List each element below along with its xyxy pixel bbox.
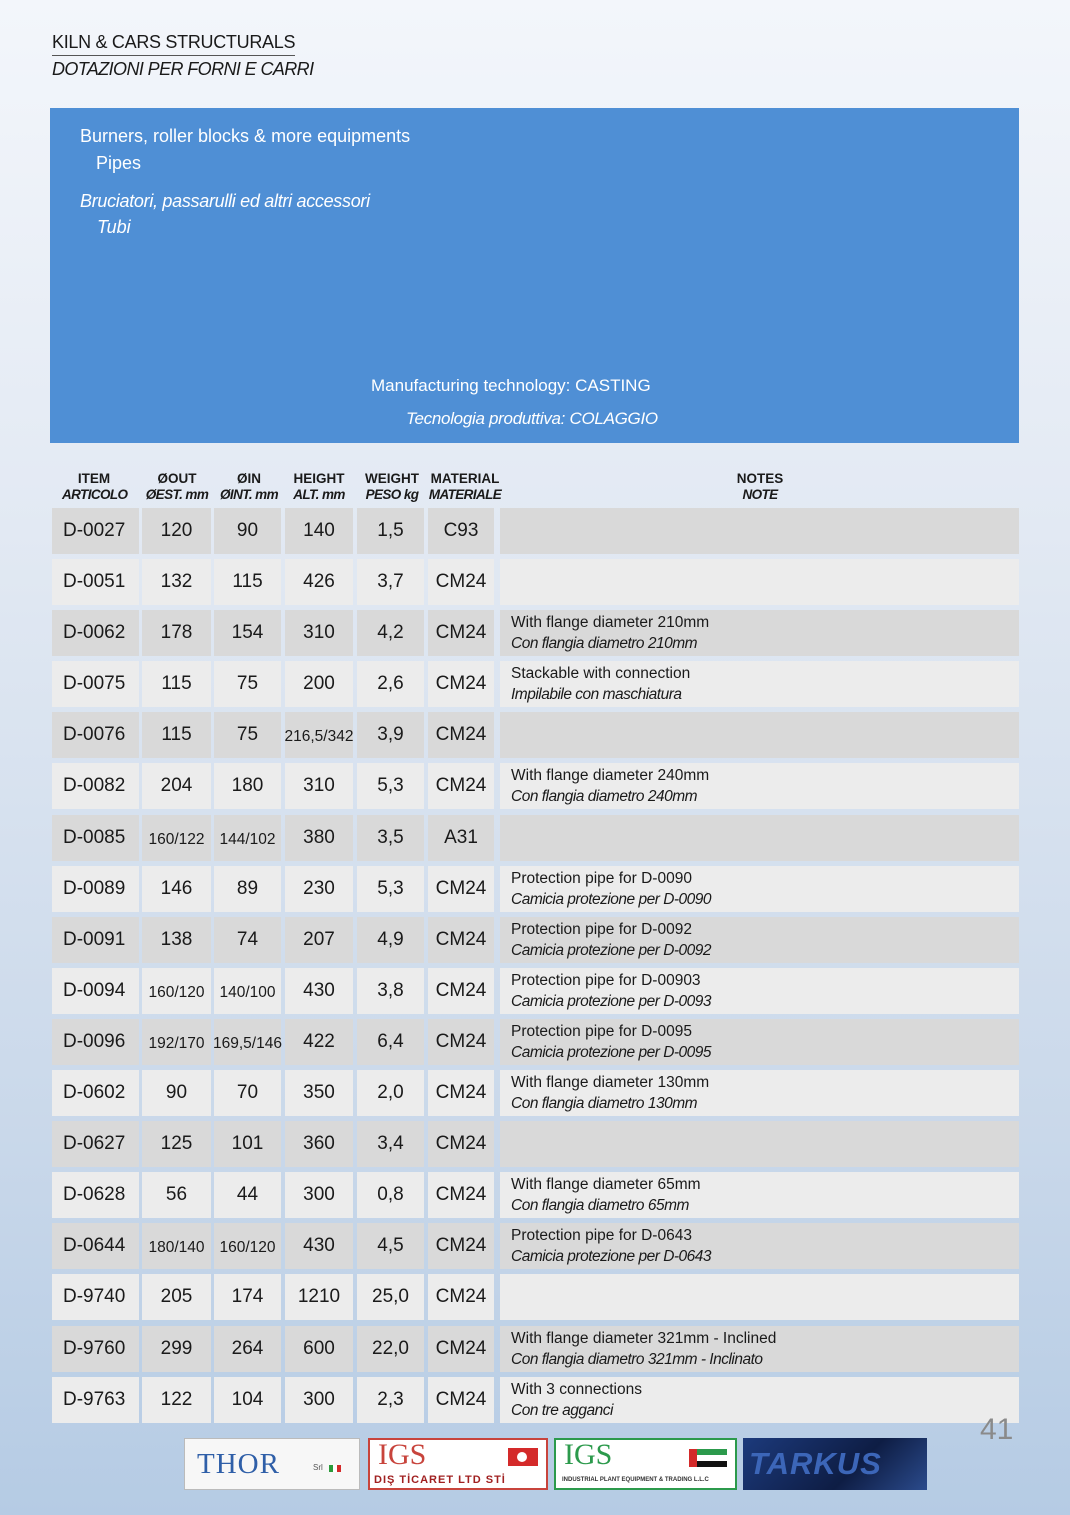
cell-in: 115: [214, 559, 281, 605]
page-header: [52, 32, 313, 80]
cell-material: CM24: [428, 968, 494, 1014]
cell-notes: [500, 1121, 1019, 1167]
col-notes-it: NOTE: [742, 487, 778, 502]
cell-height: 300: [285, 1377, 353, 1423]
cell-in: 174: [214, 1274, 281, 1320]
cell-in: 160/120: [214, 1223, 281, 1269]
cell-material: CM24: [428, 1019, 494, 1065]
note-en: Protection pipe for D-0090: [511, 869, 692, 887]
cell-weight: 5,3: [357, 763, 424, 809]
cell-notes: [500, 1223, 1019, 1269]
table-row: [52, 508, 1019, 554]
partner-logos: [0, 1438, 1070, 1492]
page-number: 41: [980, 1413, 1014, 1446]
cell-out: 115: [142, 712, 211, 758]
cell-item: D-0602: [52, 1070, 139, 1116]
col-material-it: MATERIALE: [428, 487, 502, 502]
cell-height: 360: [285, 1121, 353, 1167]
cell-material: A31: [428, 815, 494, 861]
note-en: Stackable with connection: [511, 665, 691, 683]
uae-flag-icon: [689, 1449, 727, 1467]
cell-item: D-0096: [52, 1019, 139, 1065]
cell-material: CM24: [428, 712, 494, 758]
cell-out: 115: [142, 661, 211, 707]
cell-item: D-0085: [52, 815, 139, 861]
note-en: Protection pipe for D-0092: [511, 920, 692, 938]
cell-height: 200: [285, 661, 353, 707]
igs-uae-logo-sub: INDUSTRIAL PLANT EQUIPMENT & TRADING L.L.C: [562, 1477, 709, 1483]
category-banner: [50, 108, 1019, 443]
cell-item: D-0094: [52, 968, 139, 1014]
table-row: [52, 1326, 1019, 1372]
cell-notes: [500, 968, 1019, 1014]
banner-sub-en: Pipes: [96, 153, 142, 173]
cell-notes: [500, 815, 1019, 861]
note-it: Camicia protezione per D-0643: [511, 1248, 712, 1266]
cell-in: 264: [214, 1326, 281, 1372]
cell-notes: [500, 917, 1019, 963]
cell-weight: 3,4: [357, 1121, 424, 1167]
cell-material: CM24: [428, 1274, 494, 1320]
cell-height: 140: [285, 508, 353, 554]
cell-item: D-0089: [52, 866, 139, 912]
cell-out: 122: [142, 1377, 211, 1423]
cell-weight: 2,6: [357, 661, 424, 707]
cell-out: 138: [142, 917, 211, 963]
cell-notes: [500, 1274, 1019, 1320]
cell-item: D-0627: [52, 1121, 139, 1167]
cell-item: D-0062: [52, 610, 139, 656]
turkey-flag-icon: [508, 1448, 538, 1466]
cell-notes: [500, 1019, 1019, 1065]
cell-out: 56: [142, 1172, 211, 1218]
note-en: With 3 connections: [511, 1380, 642, 1398]
igs-uae-logo-text: IGS: [564, 1438, 613, 1471]
table-row: [52, 815, 1019, 861]
note-en: Protection pipe for D-0095: [511, 1022, 692, 1040]
cell-weight: 25,0: [357, 1274, 424, 1320]
cell-height: 426: [285, 559, 353, 605]
igs-uae-logo: [554, 1438, 737, 1490]
cell-weight: 4,5: [357, 1223, 424, 1269]
table-row: [52, 1070, 1019, 1116]
note-en: Protection pipe for D-0643: [511, 1227, 692, 1245]
note-en: With flange diameter 210mm: [511, 614, 710, 632]
cell-notes: [500, 712, 1019, 758]
cell-height: 422: [285, 1019, 353, 1065]
cell-in: 180: [214, 763, 281, 809]
cell-in: 44: [214, 1172, 281, 1218]
col-material-en: MATERIAL: [430, 471, 500, 486]
igs-turkey-logo-text: IGS: [378, 1438, 427, 1471]
header-title-it: DOTAZIONI PER FORNI E CARRI: [52, 59, 314, 79]
cell-notes: [500, 1326, 1019, 1372]
col-notes-en: NOTES: [736, 471, 784, 486]
cell-out: 178: [142, 610, 211, 656]
col-notes: [720, 471, 800, 503]
italy-flag-icon: [329, 1465, 341, 1472]
cell-weight: 4,9: [357, 917, 424, 963]
cell-material: CM24: [428, 1070, 494, 1116]
cell-weight: 4,2: [357, 610, 424, 656]
cell-weight: 2,0: [357, 1070, 424, 1116]
cell-notes: [500, 1070, 1019, 1116]
cell-height: 380: [285, 815, 353, 861]
table-row: [52, 610, 1019, 656]
cell-out: 125: [142, 1121, 211, 1167]
cell-item: D-0051: [52, 559, 139, 605]
cell-material: CM24: [428, 1326, 494, 1372]
table-row: [52, 1019, 1019, 1065]
cell-weight: 3,5: [357, 815, 424, 861]
cell-material: C93: [428, 508, 494, 554]
cell-height: 207: [285, 917, 353, 963]
cell-weight: 3,9: [357, 712, 424, 758]
cell-item: D-0644: [52, 1223, 139, 1269]
cell-in: 74: [214, 917, 281, 963]
table-row: [52, 661, 1019, 707]
cell-notes: [500, 508, 1019, 554]
cell-material: CM24: [428, 559, 494, 605]
col-height: [287, 471, 351, 503]
igs-turkey-logo-sub: DIŞ TİCARET LTD STİ: [374, 1474, 506, 1486]
cell-item: D-0027: [52, 508, 139, 554]
thor-logo-suffix: Srl: [313, 1463, 323, 1472]
cell-weight: 6,4: [357, 1019, 424, 1065]
note-en: With flange diameter 130mm: [511, 1074, 710, 1092]
cell-item: D-9740: [52, 1274, 139, 1320]
note-it: Impilabile con maschiatura: [511, 686, 682, 704]
note-en: With flange diameter 65mm: [511, 1176, 701, 1194]
banner-category-en: Burners, roller blocks & more equipments: [80, 126, 411, 146]
cell-height: 216,5/342: [285, 712, 353, 758]
table-row: [52, 712, 1019, 758]
cell-material: CM24: [428, 1223, 494, 1269]
tarkus-logo-text: TARKUS: [749, 1446, 882, 1481]
cell-height: 1210: [285, 1274, 353, 1320]
note-it: Con flangia diametro 321mm - Inclinato: [511, 1350, 763, 1368]
banner-technology-it: Tecnologia produttiva: COLAGGIO: [406, 409, 658, 428]
cell-out: 205: [142, 1274, 211, 1320]
cell-out: 90: [142, 1070, 211, 1116]
col-in-it: ØINT. mm: [220, 487, 278, 502]
cell-in: 90: [214, 508, 281, 554]
col-height-en: HEIGHT: [293, 471, 345, 486]
col-height-it: ALT. mm: [293, 487, 345, 502]
note-en: With flange diameter 240mm: [511, 767, 710, 785]
col-item-en: ITEM: [77, 471, 111, 486]
cell-out: 160/120: [142, 968, 211, 1014]
cell-item: D-0628: [52, 1172, 139, 1218]
table-row: [52, 1274, 1019, 1320]
cell-out: 132: [142, 559, 211, 605]
col-material: [427, 471, 503, 503]
cell-height: 430: [285, 968, 353, 1014]
table-row: [52, 1377, 1019, 1423]
note-it: Con tre agganci: [511, 1401, 613, 1419]
note-en: With flange diameter 321mm - Inclined: [511, 1329, 777, 1347]
cell-notes: [500, 763, 1019, 809]
cell-notes: [500, 866, 1019, 912]
cell-height: 230: [285, 866, 353, 912]
cell-item: D-9763: [52, 1377, 139, 1423]
cell-weight: 5,3: [357, 866, 424, 912]
cell-in: 75: [214, 661, 281, 707]
note-it: Camicia protezione per D-0090: [511, 890, 712, 908]
tarkus-logo: [743, 1438, 927, 1490]
table-row: [52, 866, 1019, 912]
cell-notes: [500, 559, 1019, 605]
table-row: [52, 1172, 1019, 1218]
cell-in: 70: [214, 1070, 281, 1116]
cell-material: CM24: [428, 610, 494, 656]
table-row: [52, 559, 1019, 605]
cell-material: CM24: [428, 1377, 494, 1423]
cell-material: CM24: [428, 763, 494, 809]
cell-notes: [500, 610, 1019, 656]
cell-weight: 22,0: [357, 1326, 424, 1372]
table-row: [52, 968, 1019, 1014]
cell-out: 192/170: [142, 1019, 211, 1065]
cell-weight: 0,8: [357, 1172, 424, 1218]
cell-weight: 3,8: [357, 968, 424, 1014]
cell-material: CM24: [428, 917, 494, 963]
cell-height: 300: [285, 1172, 353, 1218]
cell-notes: [500, 1377, 1019, 1423]
col-item: [62, 471, 126, 503]
cell-height: 430: [285, 1223, 353, 1269]
note-en: Protection pipe for D-00903: [511, 971, 701, 989]
note-it: Con flangia diametro 210mm: [511, 635, 698, 653]
banner-technology-en: Manufacturing technology: CASTING: [371, 376, 651, 395]
cell-height: 310: [285, 763, 353, 809]
cell-notes: [500, 1172, 1019, 1218]
cell-material: CM24: [428, 1121, 494, 1167]
col-item-it: ARTICOLO: [62, 487, 128, 502]
cell-weight: 1,5: [357, 508, 424, 554]
cell-out: 146: [142, 866, 211, 912]
note-it: Con flangia diametro 65mm: [511, 1197, 689, 1215]
cell-item: D-0076: [52, 712, 139, 758]
cell-out: 160/122: [142, 815, 211, 861]
cell-item: D-0075: [52, 661, 139, 707]
cell-height: 310: [285, 610, 353, 656]
cell-material: CM24: [428, 1172, 494, 1218]
cell-out: 299: [142, 1326, 211, 1372]
product-table: [52, 508, 1019, 1428]
cell-item: D-0082: [52, 763, 139, 809]
note-it: Camicia protezione per D-0093: [511, 992, 712, 1010]
cell-material: CM24: [428, 866, 494, 912]
cell-item: D-9760: [52, 1326, 139, 1372]
cell-in: 89: [214, 866, 281, 912]
note-it: Camicia protezione per D-0092: [511, 941, 712, 959]
cell-in: 140/100: [214, 968, 281, 1014]
thor-logo-text: THOR: [197, 1448, 280, 1480]
banner-sub-it: Tubi: [97, 217, 131, 237]
cell-in: 144/102: [214, 815, 281, 861]
col-out: [142, 471, 212, 503]
col-in-en: ØIN: [236, 471, 261, 486]
cell-out: 180/140: [142, 1223, 211, 1269]
cell-in: 75: [214, 712, 281, 758]
note-it: Con flangia diametro 130mm: [511, 1095, 698, 1113]
cell-weight: 2,3: [357, 1377, 424, 1423]
note-it: Con flangia diametro 240mm: [511, 788, 698, 806]
col-out-it: ØEST. mm: [145, 487, 209, 502]
cell-notes: [500, 661, 1019, 707]
table-header: [0, 471, 1070, 507]
thor-logo: [184, 1438, 360, 1490]
cell-out: 204: [142, 763, 211, 809]
cell-in: 104: [214, 1377, 281, 1423]
igs-turkey-logo: [368, 1438, 548, 1490]
cell-weight: 3,7: [357, 559, 424, 605]
table-row: [52, 1223, 1019, 1269]
col-weight: [360, 471, 424, 503]
col-weight-it: PESO kg: [365, 487, 419, 502]
table-row: [52, 917, 1019, 963]
note-it: Camicia protezione per D-0095: [511, 1043, 712, 1061]
col-in: [214, 471, 284, 503]
cell-height: 350: [285, 1070, 353, 1116]
col-out-en: ØOUT: [157, 471, 197, 486]
table-row: [52, 763, 1019, 809]
header-title-en: KILN & CARS STRUCTURALS: [52, 32, 295, 56]
cell-material: CM24: [428, 661, 494, 707]
banner-category-it: Bruciatori, passarulli ed altri accessori: [80, 191, 370, 211]
cell-item: D-0091: [52, 917, 139, 963]
table-row: [52, 1121, 1019, 1167]
cell-in: 101: [214, 1121, 281, 1167]
cell-in: 154: [214, 610, 281, 656]
cell-out: 120: [142, 508, 211, 554]
cell-in: 169,5/146: [214, 1019, 281, 1065]
col-weight-en: WEIGHT: [365, 471, 419, 486]
cell-height: 600: [285, 1326, 353, 1372]
